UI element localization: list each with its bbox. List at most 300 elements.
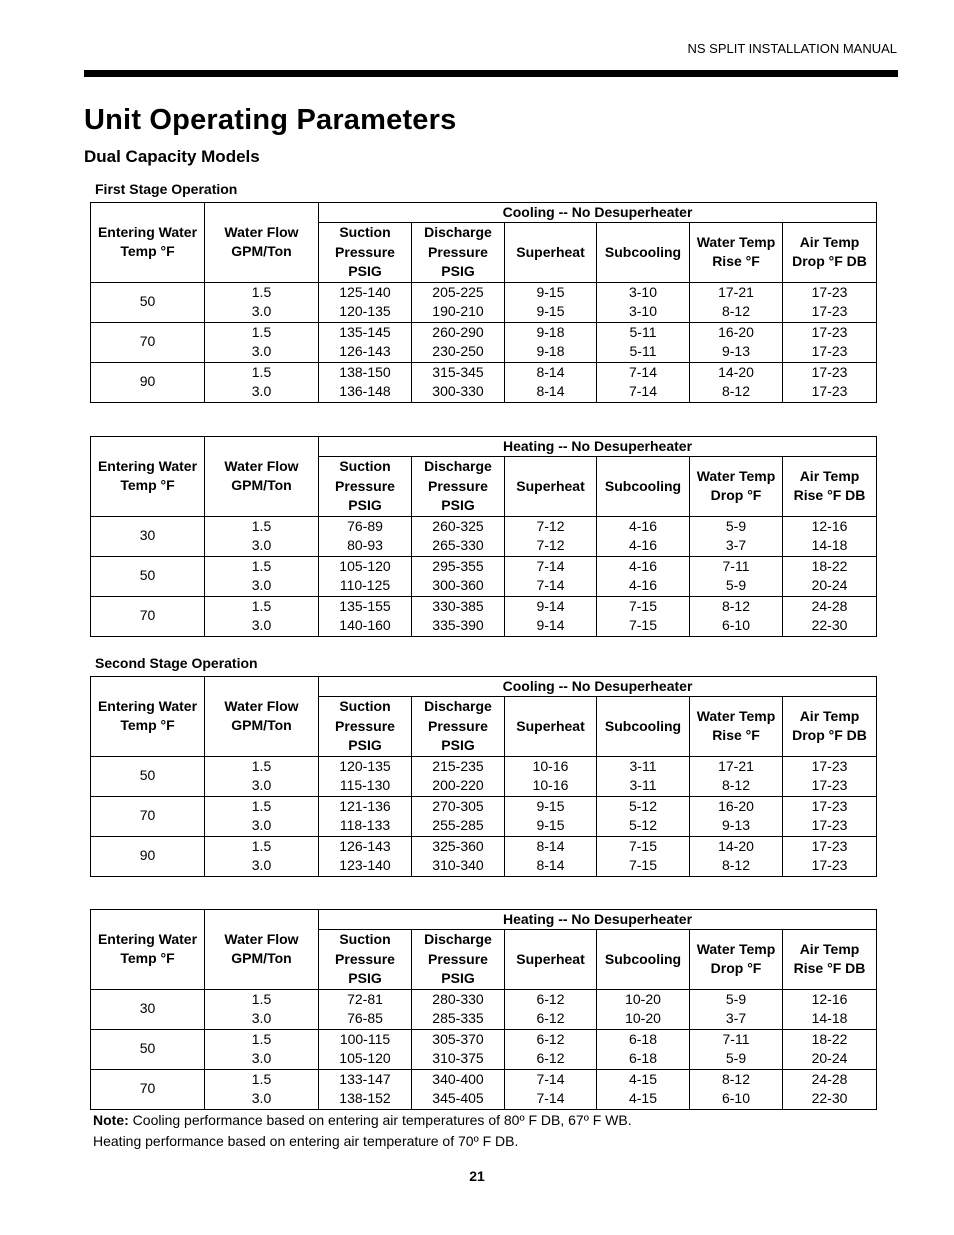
flow-cell [205,836,319,876]
discharge-header-line: Discharge [424,698,492,714]
flow-cell-line: 3.0 [251,343,272,359]
subcooling-cell-line: 10-20 [625,1010,661,1026]
air-temp-cell-line: 20-24 [811,1050,848,1066]
subcooling-cell [597,1029,690,1069]
discharge-cell [412,362,505,402]
subcooling-cell-line: 4-15 [628,1090,658,1106]
water-temp-header [690,457,783,517]
air-temp-cell [783,596,877,636]
water-temp-cell-line: 8-12 [721,777,751,793]
superheat-cell-line: 7-14 [536,577,565,593]
suction-header [319,930,412,990]
air-temp-cell [783,756,877,796]
discharge-cell-line: 330-385 [432,597,484,614]
air-temp-cell [783,516,877,556]
superheat-cell [505,989,597,1029]
second-stage-heating-table [90,909,877,1110]
subcooling-cell-line: 4-15 [628,1070,658,1087]
note [93,1110,632,1152]
entering-water-header [91,437,205,517]
suction-cell-line: 133-147 [339,1070,391,1087]
discharge-cell [412,756,505,796]
suction-cell-line: 110-125 [339,577,391,593]
flow-cell-line: 1.5 [251,283,272,300]
discharge-header [412,697,505,757]
suction-header-line: Suction [339,458,391,474]
superheat-cell-line: 9-18 [536,323,565,340]
superheat-cell [505,516,597,556]
flow-cell-line: 3.0 [251,1010,272,1026]
air-temp-cell-line: 17-23 [811,797,848,814]
suction-cell-line: 126-143 [339,343,391,359]
air-temp-header [783,697,877,757]
water-temp-cell-line: 14-20 [718,837,754,854]
superheat-cell-line: 9-15 [536,817,565,833]
superheat-cell-line: 8-14 [536,383,565,399]
air-temp-cell-line: 17-23 [811,777,848,793]
discharge-cell-line: 265-330 [432,537,484,553]
suction-cell [319,556,412,596]
flow-cell-line: 3.0 [251,617,272,633]
discharge-cell-line: 300-360 [432,577,484,593]
flow-cell [205,556,319,596]
discharge-header-line: Discharge [424,458,492,474]
suction-header-line: Pressure [335,950,395,967]
air-temp-cell [783,362,877,402]
suction-cell-line: 123-140 [339,857,391,873]
superheat-cell-line: 9-15 [536,797,565,814]
air-temp-cell [783,1069,877,1109]
superheat-header: Superheat [505,457,597,517]
air-temp-cell-line: 17-23 [811,857,848,873]
discharge-header-line: PSIG [441,497,475,513]
flow-cell-line: 1.5 [251,517,272,534]
superheat-cell-line: 10-16 [532,757,569,774]
flow-cell [205,796,319,836]
water-temp-cell-line: 8-12 [721,857,751,873]
water-temp-cell [690,989,783,1029]
water-temp-header-line: Water Temp [696,707,776,724]
air-temp-cell-line: 17-23 [811,383,848,399]
suction-cell-line: 80-93 [347,537,383,553]
discharge-cell-line: 300-330 [432,383,484,399]
entering-water-temp-cell: 30 [91,989,205,1029]
air-temp-header-line: Air Temp [799,707,860,724]
discharge-cell [412,1069,505,1109]
subcooling-cell [597,756,690,796]
discharge-cell-line: 260-290 [432,323,484,340]
suction-header-line: Pressure [335,477,395,494]
discharge-cell-line: 280-330 [432,990,484,1007]
mode-group-header: Heating -- No Desuperheater [319,437,877,457]
entering-water-header-line: Temp °F [120,950,175,967]
superheat-cell-line: 6-12 [536,990,565,1007]
subcooling-cell [597,836,690,876]
discharge-cell-line: 190-210 [432,303,484,319]
air-temp-header-line: Rise °F DB [793,960,866,977]
water-temp-header [690,697,783,757]
discharge-cell-line: 325-360 [432,837,484,854]
water-temp-header-line: Water Temp [696,233,776,250]
superheat-cell-line: 6-12 [536,1030,565,1047]
suction-cell-line: 125-140 [339,283,391,300]
entering-water-header-line: Temp °F [120,243,175,260]
flow-cell [205,282,319,322]
water-temp-cell-line: 8-12 [721,303,751,319]
note-label: Note: [93,1112,129,1128]
subcooling-cell-line: 6-18 [628,1050,658,1066]
water-flow-header-line: GPM/Ton [231,243,292,260]
suction-header [319,697,412,757]
table-row [91,1029,877,1069]
air-temp-cell-line: 17-23 [811,363,848,380]
entering-water-temp-cell: 50 [91,556,205,596]
water-temp-cell-line: 9-13 [721,343,751,359]
manual-title: NS SPLIT INSTALLATION MANUAL [687,41,897,56]
discharge-header [412,930,505,990]
table-row [91,756,877,796]
subcooling-cell-line: 7-15 [628,617,658,633]
entering-water-header-line: Temp °F [120,477,175,494]
air-temp-header-line: Rise °F DB [793,487,866,504]
air-temp-cell [783,282,877,322]
note-text-1: Cooling performance based on entering air temperatures of 80º F DB, 67º F WB. [128,1112,632,1128]
air-temp-cell-line: 18-22 [811,1030,848,1047]
subcooling-cell [597,596,690,636]
water-temp-header [690,223,783,283]
water-temp-cell-line: 9-13 [721,817,751,833]
discharge-cell [412,322,505,362]
superheat-cell-line: 6-12 [536,1050,565,1066]
water-temp-cell-line: 17-21 [718,757,754,774]
water-temp-header-line: Drop °F [710,487,762,504]
discharge-cell-line: 205-225 [432,283,484,300]
subcooling-header: Subcooling [597,223,690,283]
flow-cell-line: 1.5 [251,1070,272,1087]
table-row [91,836,877,876]
superheat-header: Superheat [505,930,597,990]
water-flow-header [205,203,319,283]
water-temp-cell [690,362,783,402]
air-temp-cell-line: 17-23 [811,817,848,833]
subcooling-cell [597,322,690,362]
air-temp-cell-line: 12-16 [811,517,848,534]
water-temp-header-line: Rise °F [712,727,760,744]
first-stage-heating-table [90,436,877,637]
air-temp-header-line: Air Temp [799,940,860,957]
air-temp-header-line: Drop °F DB [792,253,867,270]
header-row [91,437,877,457]
suction-header [319,457,412,517]
suction-cell [319,596,412,636]
subcooling-cell-line: 4-16 [628,517,658,534]
superheat-cell-line: 7-14 [536,1090,565,1106]
second-stage-label: Second Stage Operation [95,655,258,671]
suction-cell-line: 100-115 [339,1030,391,1047]
air-temp-cell [783,836,877,876]
discharge-header-line: Pressure [428,717,488,734]
discharge-cell [412,556,505,596]
water-temp-header [690,930,783,990]
superheat-cell [505,836,597,876]
suction-cell-line: 118-133 [339,817,391,833]
entering-water-temp-cell: 70 [91,322,205,362]
discharge-header-line: PSIG [441,970,475,986]
entering-water-header-line: Entering Water [97,930,198,947]
air-temp-cell-line: 12-16 [811,990,848,1007]
subcooling-cell [597,1069,690,1109]
superheat-cell-line: 7-12 [536,537,565,553]
flow-cell-line: 1.5 [251,597,272,614]
superheat-cell-line: 9-15 [536,303,565,319]
subcooling-cell-line: 3-10 [628,283,658,300]
suction-cell-line: 72-81 [347,990,383,1007]
discharge-cell-line: 255-285 [432,817,484,833]
flow-cell-line: 3.0 [251,537,272,553]
entering-water-header [91,203,205,283]
air-temp-header [783,223,877,283]
air-temp-cell-line: 18-22 [811,557,848,574]
table-row [91,989,877,1029]
air-temp-cell-line: 17-23 [811,323,848,340]
water-temp-header-line: Rise °F [712,253,760,270]
entering-water-header [91,677,205,757]
subcooling-cell-line: 4-16 [628,577,658,593]
subcooling-cell-line: 3-10 [628,303,658,319]
discharge-header-line: Pressure [428,950,488,967]
discharge-cell-line: 285-335 [432,1010,484,1026]
subcooling-header: Subcooling [597,457,690,517]
subcooling-cell [597,516,690,556]
air-temp-cell-line: 17-23 [811,283,848,300]
note-line-1 [93,1110,632,1131]
flow-cell-line: 3.0 [251,1090,272,1106]
discharge-header-line: Pressure [428,477,488,494]
superheat-cell-line: 9-14 [536,617,565,633]
flow-cell [205,989,319,1029]
entering-water-temp-cell: 70 [91,796,205,836]
superheat-cell-line: 7-14 [536,557,565,574]
water-temp-header-line: Drop °F [710,960,762,977]
entering-water-temp-cell: 90 [91,836,205,876]
suction-cell-line: 135-145 [339,323,391,340]
suction-cell [319,322,412,362]
air-temp-header [783,930,877,990]
suction-cell-line: 120-135 [339,303,391,319]
suction-header-line: Suction [339,698,391,714]
suction-cell-line: 105-120 [339,557,391,574]
table-row [91,282,877,322]
flow-cell-line: 3.0 [251,1050,272,1066]
flow-cell-line: 1.5 [251,797,272,814]
suction-header [319,223,412,283]
suction-header-line: PSIG [348,737,382,753]
water-temp-cell [690,282,783,322]
suction-header-line: Pressure [335,717,395,734]
discharge-cell [412,516,505,556]
flow-cell [205,1069,319,1109]
water-temp-cell [690,322,783,362]
air-temp-cell [783,322,877,362]
header-row [91,203,877,223]
discharge-cell-line: 305-370 [432,1030,484,1047]
discharge-cell-line: 200-220 [432,777,484,793]
subcooling-cell-line: 5-11 [629,323,657,340]
note-line-2: Heating performance based on entering air temperature of 70º F DB. [93,1133,519,1149]
flow-cell-line: 1.5 [251,990,272,1007]
water-temp-cell-line: 3-7 [725,1010,747,1026]
suction-cell-line: 138-150 [339,363,391,380]
entering-water-temp-cell: 90 [91,362,205,402]
entering-water-temp-cell: 70 [91,1069,205,1109]
water-temp-cell-line: 5-9 [725,990,747,1007]
subcooling-cell [597,556,690,596]
flow-cell-line: 3.0 [251,383,272,399]
subcooling-header: Subcooling [597,697,690,757]
suction-cell-line: 135-155 [339,597,391,614]
water-flow-header [205,910,319,990]
water-temp-cell [690,836,783,876]
water-temp-cell [690,556,783,596]
water-temp-cell [690,596,783,636]
suction-header-line: Pressure [335,243,395,260]
discharge-cell-line: 295-355 [432,557,484,574]
discharge-header-line: PSIG [441,737,475,753]
discharge-header-line: PSIG [441,263,475,279]
discharge-cell [412,282,505,322]
superheat-cell [505,282,597,322]
table-row [91,556,877,596]
entering-water-header-line: Entering Water [97,223,198,240]
water-temp-cell-line: 16-20 [718,323,754,340]
flow-cell-line: 1.5 [251,363,272,380]
air-temp-cell-line: 17-23 [811,757,848,774]
header-row [91,910,877,930]
suction-cell-line: 76-85 [347,1010,383,1026]
mode-group-header: Cooling -- No Desuperheater [319,677,877,697]
suction-cell [319,836,412,876]
suction-header-line: PSIG [348,263,382,279]
entering-water-header [91,910,205,990]
superheat-cell-line: 8-14 [536,857,565,873]
subcooling-cell-line: 7-15 [628,837,658,854]
suction-cell-line: 121-136 [339,797,391,814]
air-temp-header-line: Drop °F DB [792,727,867,744]
air-temp-header-line: Air Temp [799,233,860,250]
entering-water-temp-cell: 70 [91,596,205,636]
suction-cell [319,362,412,402]
superheat-cell-line: 8-14 [536,363,565,380]
water-temp-cell-line: 8-12 [721,1070,751,1087]
air-temp-cell-line: 24-28 [811,597,848,614]
water-flow-header-line: GPM/Ton [231,950,292,967]
subcooling-cell-line: 10-20 [625,990,661,1007]
superheat-cell [505,596,597,636]
flow-cell-line: 3.0 [251,817,272,833]
water-temp-cell-line: 6-10 [721,617,751,633]
flow-cell-line: 1.5 [251,1030,272,1047]
air-temp-cell-line: 22-30 [811,617,848,633]
water-temp-cell-line: 8-12 [721,597,751,614]
table-row [91,596,877,636]
suction-cell-line: 120-135 [339,757,391,774]
subcooling-header: Subcooling [597,930,690,990]
subcooling-cell-line: 3-11 [629,777,657,793]
superheat-cell [505,756,597,796]
first-stage-label: First Stage Operation [95,181,238,197]
suction-cell-line: 140-160 [339,617,391,633]
discharge-header-line: Discharge [424,931,492,947]
water-flow-header-line: Water Flow [224,930,299,947]
suction-cell [319,1069,412,1109]
water-temp-cell-line: 3-7 [725,537,747,553]
water-flow-header [205,677,319,757]
subcooling-cell-line: 4-16 [628,537,658,553]
discharge-cell-line: 335-390 [432,617,484,633]
flow-cell-line: 3.0 [251,857,272,873]
discharge-cell-line: 215-235 [432,757,484,774]
water-temp-cell [690,756,783,796]
flow-cell-line: 1.5 [251,323,272,340]
superheat-cell-line: 6-12 [536,1010,565,1026]
entering-water-temp-cell: 50 [91,1029,205,1069]
superheat-header: Superheat [505,697,597,757]
discharge-cell-line: 260-325 [432,517,484,534]
header-rule [84,70,898,77]
flow-cell [205,322,319,362]
subcooling-cell [597,282,690,322]
subcooling-cell-line: 7-15 [628,597,658,614]
page-subtitle: Dual Capacity Models [84,147,260,166]
water-temp-cell-line: 6-10 [721,1090,751,1106]
suction-header-line: Suction [339,931,391,947]
superheat-header: Superheat [505,223,597,283]
suction-cell-line: 136-148 [339,383,391,399]
suction-header-line: PSIG [348,497,382,513]
discharge-header-line: Pressure [428,243,488,260]
flow-cell-line: 1.5 [251,557,272,574]
water-flow-header-line: Water Flow [224,223,299,240]
discharge-cell-line: 310-375 [432,1050,484,1066]
superheat-cell [505,362,597,402]
air-temp-cell-line: 17-23 [811,837,848,854]
water-flow-header-line: Water Flow [224,457,299,474]
discharge-cell [412,596,505,636]
suction-cell-line: 115-130 [339,777,391,793]
discharge-cell [412,989,505,1029]
suction-cell-line: 105-120 [339,1050,391,1066]
subcooling-cell-line: 3-11 [629,757,657,774]
discharge-cell [412,1029,505,1069]
water-temp-cell-line: 5-9 [725,1050,747,1066]
mode-group-header: Heating -- No Desuperheater [319,910,877,930]
superheat-cell [505,556,597,596]
water-temp-cell [690,516,783,556]
air-temp-cell-line: 17-23 [811,303,848,319]
table-row [91,516,877,556]
air-temp-cell [783,1029,877,1069]
water-temp-cell-line: 5-9 [725,517,747,534]
header-row [91,677,877,697]
subcooling-cell-line: 7-15 [628,857,658,873]
superheat-cell [505,1069,597,1109]
flow-cell-line: 1.5 [251,837,272,854]
suction-header-line: PSIG [348,970,382,986]
suction-cell [319,282,412,322]
table-row [91,322,877,362]
suction-cell [319,756,412,796]
subcooling-cell [597,796,690,836]
